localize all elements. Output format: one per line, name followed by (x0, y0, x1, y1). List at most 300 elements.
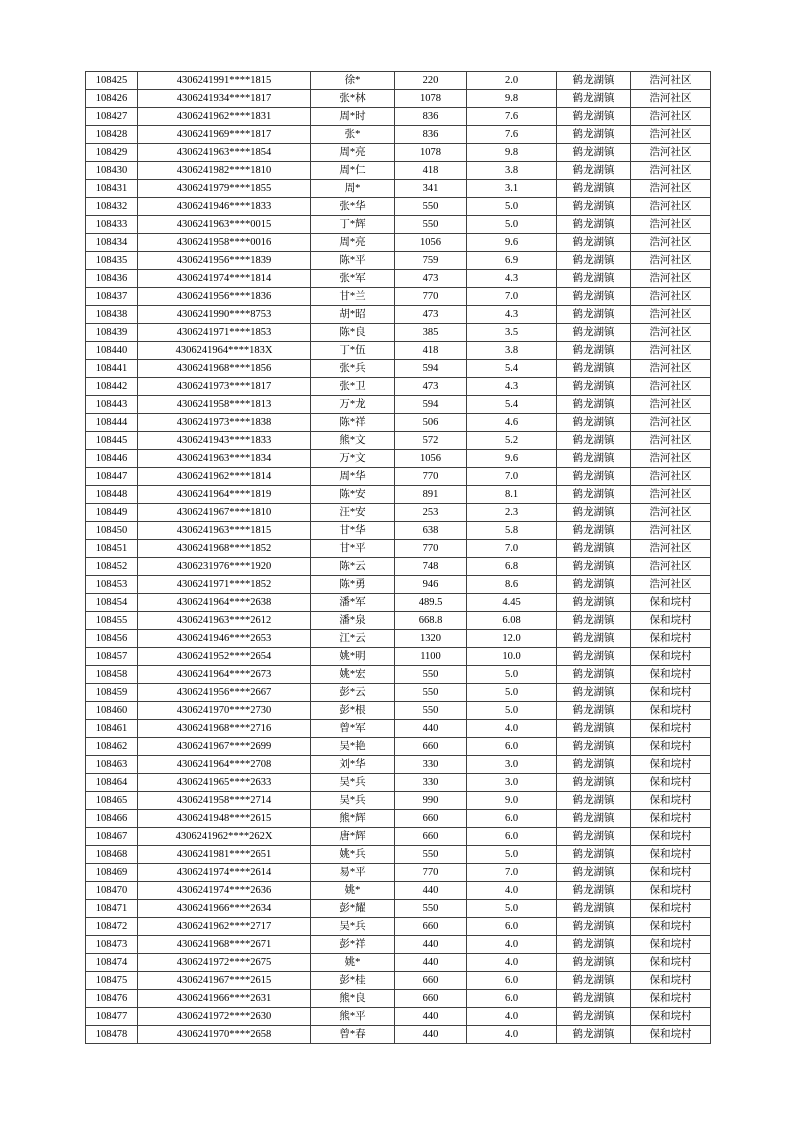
name-cell: 刘*华 (311, 756, 395, 774)
amount-cell: 946 (395, 576, 467, 594)
serial-cell: 108443 (86, 396, 138, 414)
town-cell: 鹤龙湖镇 (557, 162, 631, 180)
amount-cell: 748 (395, 558, 467, 576)
village-cell: 保和垸村 (631, 882, 711, 900)
table-row (86, 684, 711, 702)
amount-cell: 385 (395, 324, 467, 342)
village-cell: 浩河社区 (631, 234, 711, 252)
town-cell: 鹤龙湖镇 (557, 252, 631, 270)
serial-cell: 108476 (86, 990, 138, 1008)
amount-cell: 550 (395, 684, 467, 702)
town-cell: 鹤龙湖镇 (557, 72, 631, 90)
serial-cell: 108451 (86, 540, 138, 558)
rate-cell: 9.6 (467, 450, 557, 468)
name-cell: 丁*伍 (311, 342, 395, 360)
table-row (86, 342, 711, 360)
rate-cell: 6.0 (467, 738, 557, 756)
name-cell: 姚*宏 (311, 666, 395, 684)
serial-cell: 108427 (86, 108, 138, 126)
table-row (86, 576, 711, 594)
amount-cell: 990 (395, 792, 467, 810)
rate-cell: 9.6 (467, 234, 557, 252)
table-row (86, 828, 711, 846)
amount-cell: 440 (395, 720, 467, 738)
town-cell: 鹤龙湖镇 (557, 756, 631, 774)
village-cell: 保和垸村 (631, 720, 711, 738)
town-cell: 鹤龙湖镇 (557, 342, 631, 360)
records-table-body (86, 72, 711, 1044)
amount-cell: 418 (395, 162, 467, 180)
id-masked-cell: 4306241973****1838 (138, 414, 311, 432)
id-masked-cell: 4306231976****1920 (138, 558, 311, 576)
amount-cell: 572 (395, 432, 467, 450)
rate-cell: 4.3 (467, 270, 557, 288)
name-cell: 易*平 (311, 864, 395, 882)
rate-cell: 4.0 (467, 936, 557, 954)
id-masked-cell: 4306241967****2699 (138, 738, 311, 756)
name-cell: 周*时 (311, 108, 395, 126)
town-cell: 鹤龙湖镇 (557, 396, 631, 414)
village-cell: 保和垸村 (631, 936, 711, 954)
amount-cell: 440 (395, 1008, 467, 1026)
table-row (86, 846, 711, 864)
village-cell: 浩河社区 (631, 126, 711, 144)
rate-cell: 6.08 (467, 612, 557, 630)
serial-cell: 108436 (86, 270, 138, 288)
table-row (86, 864, 711, 882)
amount-cell: 550 (395, 216, 467, 234)
rate-cell: 2.3 (467, 504, 557, 522)
amount-cell: 1078 (395, 144, 467, 162)
amount-cell: 770 (395, 468, 467, 486)
town-cell: 鹤龙湖镇 (557, 360, 631, 378)
id-masked-cell: 4306241966****2634 (138, 900, 311, 918)
village-cell: 保和垸村 (631, 738, 711, 756)
id-masked-cell: 4306241963****1815 (138, 522, 311, 540)
village-cell: 浩河社区 (631, 216, 711, 234)
serial-cell: 108432 (86, 198, 138, 216)
id-masked-cell: 4306241962****1814 (138, 468, 311, 486)
serial-cell: 108435 (86, 252, 138, 270)
id-masked-cell: 4306241973****1817 (138, 378, 311, 396)
amount-cell: 1100 (395, 648, 467, 666)
rate-cell: 6.9 (467, 252, 557, 270)
rate-cell: 8.1 (467, 486, 557, 504)
village-cell: 浩河社区 (631, 162, 711, 180)
village-cell: 保和垸村 (631, 612, 711, 630)
serial-cell: 108442 (86, 378, 138, 396)
amount-cell: 660 (395, 918, 467, 936)
amount-cell: 668.8 (395, 612, 467, 630)
rate-cell: 6.0 (467, 990, 557, 1008)
serial-cell: 108462 (86, 738, 138, 756)
rate-cell: 6.8 (467, 558, 557, 576)
table-row (86, 666, 711, 684)
name-cell: 吴*兵 (311, 774, 395, 792)
table-row (86, 162, 711, 180)
town-cell: 鹤龙湖镇 (557, 234, 631, 252)
table-row (86, 414, 711, 432)
village-cell: 保和垸村 (631, 630, 711, 648)
town-cell: 鹤龙湖镇 (557, 306, 631, 324)
serial-cell: 108426 (86, 90, 138, 108)
id-masked-cell: 4306241956****1836 (138, 288, 311, 306)
id-masked-cell: 4306241968****2716 (138, 720, 311, 738)
village-cell: 保和垸村 (631, 810, 711, 828)
amount-cell: 550 (395, 702, 467, 720)
table-row (86, 486, 711, 504)
serial-cell: 108455 (86, 612, 138, 630)
town-cell: 鹤龙湖镇 (557, 378, 631, 396)
town-cell: 鹤龙湖镇 (557, 828, 631, 846)
id-masked-cell: 4306241956****1839 (138, 252, 311, 270)
town-cell: 鹤龙湖镇 (557, 882, 631, 900)
rate-cell: 3.0 (467, 756, 557, 774)
rate-cell: 6.0 (467, 810, 557, 828)
name-cell: 彭*桂 (311, 972, 395, 990)
rate-cell: 9.8 (467, 144, 557, 162)
id-masked-cell: 4306241967****1810 (138, 504, 311, 522)
id-masked-cell: 4306241956****2667 (138, 684, 311, 702)
name-cell: 唐*辉 (311, 828, 395, 846)
serial-cell: 108449 (86, 504, 138, 522)
amount-cell: 770 (395, 288, 467, 306)
table-row (86, 720, 711, 738)
rate-cell: 5.8 (467, 522, 557, 540)
name-cell: 彭*耀 (311, 900, 395, 918)
town-cell: 鹤龙湖镇 (557, 558, 631, 576)
serial-cell: 108431 (86, 180, 138, 198)
serial-cell: 108465 (86, 792, 138, 810)
rate-cell: 7.0 (467, 468, 557, 486)
id-masked-cell: 4306241946****1833 (138, 198, 311, 216)
serial-cell: 108475 (86, 972, 138, 990)
village-cell: 浩河社区 (631, 558, 711, 576)
name-cell: 彭*根 (311, 702, 395, 720)
amount-cell: 473 (395, 306, 467, 324)
amount-cell: 770 (395, 864, 467, 882)
town-cell: 鹤龙湖镇 (557, 288, 631, 306)
name-cell: 张*林 (311, 90, 395, 108)
serial-cell: 108458 (86, 666, 138, 684)
table-row (86, 306, 711, 324)
name-cell: 熊*文 (311, 432, 395, 450)
serial-cell: 108428 (86, 126, 138, 144)
village-cell: 浩河社区 (631, 108, 711, 126)
id-masked-cell: 4306241972****2630 (138, 1008, 311, 1026)
table-row (86, 108, 711, 126)
name-cell: 丁*辉 (311, 216, 395, 234)
name-cell: 姚*兵 (311, 846, 395, 864)
serial-cell: 108456 (86, 630, 138, 648)
id-masked-cell: 4306241952****2654 (138, 648, 311, 666)
rate-cell: 3.0 (467, 774, 557, 792)
serial-cell: 108440 (86, 342, 138, 360)
amount-cell: 550 (395, 198, 467, 216)
name-cell: 张* (311, 126, 395, 144)
rate-cell: 7.0 (467, 288, 557, 306)
name-cell: 汪*安 (311, 504, 395, 522)
id-masked-cell: 4306241981****2651 (138, 846, 311, 864)
town-cell: 鹤龙湖镇 (557, 900, 631, 918)
table-row (86, 918, 711, 936)
village-cell: 浩河社区 (631, 360, 711, 378)
id-masked-cell: 4306241967****2615 (138, 972, 311, 990)
name-cell: 熊*平 (311, 1008, 395, 1026)
village-cell: 浩河社区 (631, 450, 711, 468)
serial-cell: 108446 (86, 450, 138, 468)
table-row (86, 792, 711, 810)
serial-cell: 108478 (86, 1026, 138, 1044)
rate-cell: 9.8 (467, 90, 557, 108)
table-row (86, 234, 711, 252)
name-cell: 周* (311, 180, 395, 198)
id-masked-cell: 4306241968****1852 (138, 540, 311, 558)
table-row (86, 630, 711, 648)
table-row (86, 378, 711, 396)
village-cell: 保和垸村 (631, 864, 711, 882)
amount-cell: 440 (395, 882, 467, 900)
name-cell: 彭*云 (311, 684, 395, 702)
table-row (86, 882, 711, 900)
town-cell: 鹤龙湖镇 (557, 864, 631, 882)
table-row (86, 1008, 711, 1026)
table-row (86, 774, 711, 792)
rate-cell: 3.1 (467, 180, 557, 198)
name-cell: 周*亮 (311, 234, 395, 252)
serial-cell: 108471 (86, 900, 138, 918)
id-masked-cell: 4306241958****2714 (138, 792, 311, 810)
rate-cell: 4.0 (467, 882, 557, 900)
amount-cell: 489.5 (395, 594, 467, 612)
amount-cell: 638 (395, 522, 467, 540)
table-row (86, 432, 711, 450)
table-row (86, 738, 711, 756)
serial-cell: 108474 (86, 954, 138, 972)
serial-cell: 108445 (86, 432, 138, 450)
amount-cell: 220 (395, 72, 467, 90)
village-cell: 保和垸村 (631, 774, 711, 792)
village-cell: 浩河社区 (631, 486, 711, 504)
serial-cell: 108463 (86, 756, 138, 774)
amount-cell: 660 (395, 972, 467, 990)
village-cell: 浩河社区 (631, 576, 711, 594)
serial-cell: 108470 (86, 882, 138, 900)
serial-cell: 108441 (86, 360, 138, 378)
table-row (86, 648, 711, 666)
town-cell: 鹤龙湖镇 (557, 792, 631, 810)
serial-cell: 108434 (86, 234, 138, 252)
serial-cell: 108429 (86, 144, 138, 162)
id-masked-cell: 4306241970****2730 (138, 702, 311, 720)
table-row (86, 522, 711, 540)
serial-cell: 108444 (86, 414, 138, 432)
serial-cell: 108472 (86, 918, 138, 936)
rate-cell: 4.6 (467, 414, 557, 432)
amount-cell: 770 (395, 540, 467, 558)
rate-cell: 4.0 (467, 1008, 557, 1026)
table-row (86, 612, 711, 630)
serial-cell: 108425 (86, 72, 138, 90)
name-cell: 万*龙 (311, 396, 395, 414)
name-cell: 熊*良 (311, 990, 395, 1008)
town-cell: 鹤龙湖镇 (557, 486, 631, 504)
village-cell: 浩河社区 (631, 90, 711, 108)
id-masked-cell: 4306241971****1853 (138, 324, 311, 342)
serial-cell: 108467 (86, 828, 138, 846)
village-cell: 浩河社区 (631, 378, 711, 396)
town-cell: 鹤龙湖镇 (557, 720, 631, 738)
village-cell: 浩河社区 (631, 396, 711, 414)
name-cell: 张*军 (311, 270, 395, 288)
village-cell: 浩河社区 (631, 540, 711, 558)
town-cell: 鹤龙湖镇 (557, 702, 631, 720)
rate-cell: 4.3 (467, 306, 557, 324)
name-cell: 陈*良 (311, 324, 395, 342)
village-cell: 保和垸村 (631, 1026, 711, 1044)
amount-cell: 594 (395, 360, 467, 378)
amount-cell: 891 (395, 486, 467, 504)
town-cell: 鹤龙湖镇 (557, 414, 631, 432)
id-masked-cell: 4306241958****1813 (138, 396, 311, 414)
village-cell: 浩河社区 (631, 198, 711, 216)
id-masked-cell: 4306241972****2675 (138, 954, 311, 972)
table-row (86, 324, 711, 342)
rate-cell: 4.0 (467, 954, 557, 972)
table-row (86, 396, 711, 414)
village-cell: 保和垸村 (631, 900, 711, 918)
town-cell: 鹤龙湖镇 (557, 450, 631, 468)
id-masked-cell: 4306241991****1815 (138, 72, 311, 90)
town-cell: 鹤龙湖镇 (557, 126, 631, 144)
name-cell: 陈*安 (311, 486, 395, 504)
village-cell: 浩河社区 (631, 432, 711, 450)
serial-cell: 108454 (86, 594, 138, 612)
rate-cell: 5.0 (467, 900, 557, 918)
amount-cell: 1320 (395, 630, 467, 648)
id-masked-cell: 4306241965****2633 (138, 774, 311, 792)
village-cell: 保和垸村 (631, 954, 711, 972)
town-cell: 鹤龙湖镇 (557, 774, 631, 792)
town-cell: 鹤龙湖镇 (557, 198, 631, 216)
rate-cell: 7.0 (467, 864, 557, 882)
id-masked-cell: 4306241982****1810 (138, 162, 311, 180)
town-cell: 鹤龙湖镇 (557, 648, 631, 666)
town-cell: 鹤龙湖镇 (557, 738, 631, 756)
id-masked-cell: 4306241963****1854 (138, 144, 311, 162)
name-cell: 周*仁 (311, 162, 395, 180)
town-cell: 鹤龙湖镇 (557, 1008, 631, 1026)
amount-cell: 330 (395, 774, 467, 792)
name-cell: 陈*祥 (311, 414, 395, 432)
serial-cell: 108469 (86, 864, 138, 882)
town-cell: 鹤龙湖镇 (557, 630, 631, 648)
name-cell: 周*亮 (311, 144, 395, 162)
rate-cell: 6.0 (467, 918, 557, 936)
village-cell: 保和垸村 (631, 990, 711, 1008)
table-row (86, 990, 711, 1008)
name-cell: 潘*泉 (311, 612, 395, 630)
town-cell: 鹤龙湖镇 (557, 936, 631, 954)
name-cell: 曾*军 (311, 720, 395, 738)
rate-cell: 7.6 (467, 108, 557, 126)
rate-cell: 3.5 (467, 324, 557, 342)
amount-cell: 1056 (395, 234, 467, 252)
name-cell: 吴*艳 (311, 738, 395, 756)
amount-cell: 660 (395, 810, 467, 828)
amount-cell: 550 (395, 900, 467, 918)
table-row (86, 954, 711, 972)
rate-cell: 9.0 (467, 792, 557, 810)
table-row (86, 504, 711, 522)
village-cell: 保和垸村 (631, 972, 711, 990)
town-cell: 鹤龙湖镇 (557, 504, 631, 522)
id-masked-cell: 4306241963****2612 (138, 612, 311, 630)
town-cell: 鹤龙湖镇 (557, 810, 631, 828)
rate-cell: 2.0 (467, 72, 557, 90)
id-masked-cell: 4306241990****8753 (138, 306, 311, 324)
serial-cell: 108438 (86, 306, 138, 324)
id-masked-cell: 4306241963****0015 (138, 216, 311, 234)
id-masked-cell: 4306241962****2717 (138, 918, 311, 936)
name-cell: 张*兵 (311, 360, 395, 378)
id-masked-cell: 4306241964****1819 (138, 486, 311, 504)
rate-cell: 4.3 (467, 378, 557, 396)
id-masked-cell: 4306241963****1834 (138, 450, 311, 468)
table-row (86, 90, 711, 108)
town-cell: 鹤龙湖镇 (557, 216, 631, 234)
serial-cell: 108437 (86, 288, 138, 306)
name-cell: 姚*明 (311, 648, 395, 666)
rate-cell: 3.8 (467, 342, 557, 360)
name-cell: 吴*兵 (311, 918, 395, 936)
name-cell: 陈*云 (311, 558, 395, 576)
town-cell: 鹤龙湖镇 (557, 432, 631, 450)
amount-cell: 341 (395, 180, 467, 198)
serial-cell: 108448 (86, 486, 138, 504)
village-cell: 浩河社区 (631, 270, 711, 288)
village-cell: 浩河社区 (631, 522, 711, 540)
id-masked-cell: 4306241966****2631 (138, 990, 311, 1008)
id-masked-cell: 4306241964****2673 (138, 666, 311, 684)
table-row (86, 900, 711, 918)
name-cell: 曾*春 (311, 1026, 395, 1044)
name-cell: 江*云 (311, 630, 395, 648)
amount-cell: 440 (395, 954, 467, 972)
table-row (86, 1026, 711, 1044)
town-cell: 鹤龙湖镇 (557, 1026, 631, 1044)
rate-cell: 5.0 (467, 684, 557, 702)
amount-cell: 418 (395, 342, 467, 360)
rate-cell: 4.0 (467, 1026, 557, 1044)
amount-cell: 506 (395, 414, 467, 432)
amount-cell: 440 (395, 936, 467, 954)
table-row (86, 702, 711, 720)
amount-cell: 660 (395, 738, 467, 756)
town-cell: 鹤龙湖镇 (557, 522, 631, 540)
rate-cell: 5.0 (467, 702, 557, 720)
town-cell: 鹤龙湖镇 (557, 846, 631, 864)
table-row (86, 810, 711, 828)
serial-cell: 108459 (86, 684, 138, 702)
amount-cell: 759 (395, 252, 467, 270)
name-cell: 姚* (311, 954, 395, 972)
name-cell: 张*华 (311, 198, 395, 216)
village-cell: 保和垸村 (631, 648, 711, 666)
amount-cell: 660 (395, 828, 467, 846)
village-cell: 浩河社区 (631, 144, 711, 162)
name-cell: 陈*勇 (311, 576, 395, 594)
